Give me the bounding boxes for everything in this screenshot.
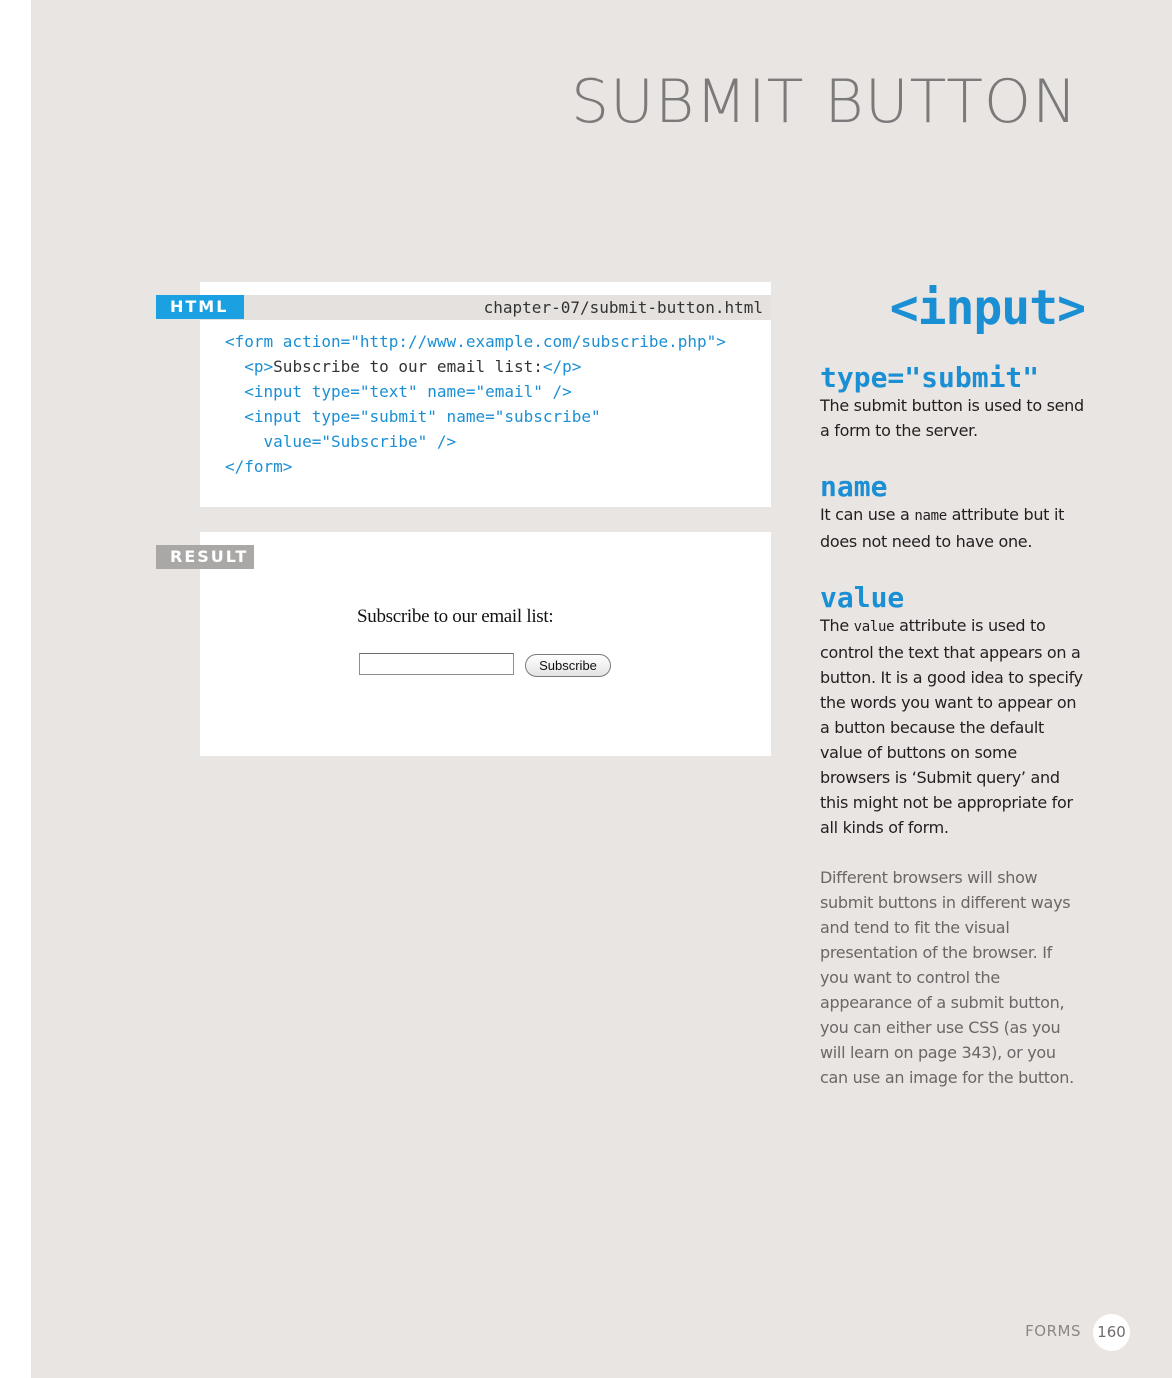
attribute-value-heading: value [820, 581, 905, 614]
page-number-badge: 160 [1093, 1314, 1130, 1351]
code-line: <form action="http://www.example.com/subscribe.php"> [225, 332, 726, 351]
page-title: SUBMIT BUTTON [570, 67, 1078, 137]
code-line: <input type="text" name="email" /> [225, 382, 572, 401]
subscribe-button[interactable]: Subscribe [525, 654, 611, 677]
browser-note: Different browsers will show submit buttons in different ways and tend to fit the visual presentation of the browser. If you want to control the appearance of a submit button, you can either use CSS (as you will learn on page 343), or you can use an image for the button. [820, 868, 1074, 1087]
page [31, 0, 1172, 1378]
code-panel [200, 282, 771, 507]
html-tag: HTML [156, 295, 244, 319]
attribute-name-heading: name [820, 470, 888, 503]
attribute-name-description: It can use a name attribute but it does not need to have one. [820, 505, 1065, 551]
code-filename: chapter-07/submit-button.html [483, 298, 763, 317]
email-input[interactable] [359, 653, 514, 675]
element-heading: <input> [889, 280, 1085, 336]
code-line: <input type="submit" name="subscribe" [225, 407, 601, 426]
code-line: <p>Subscribe to our email list:</p> [225, 357, 582, 376]
attribute-value-description: The value attribute is used to control the text that appears on a button. It is a good idea to specify the words you want to appear on a button because the default value of buttons on some browsers is ‘Submit query’ and this might not be appropriate for all kinds of form. [820, 616, 1083, 837]
result-paragraph: Subscribe to our email list: [357, 606, 554, 627]
footer-section-label: FORMS [1025, 1322, 1081, 1340]
result-tag: RESULT [156, 545, 254, 569]
code-line: value="Subscribe" /> [225, 432, 457, 451]
result-panel [200, 532, 771, 756]
attribute-type-heading: type="submit" [820, 361, 1040, 394]
sidebar [820, 280, 1085, 1090]
code-line: </form> [225, 457, 293, 476]
code-header [200, 295, 771, 320]
attribute-type-description: The submit button is used to send a form to the server. [820, 396, 1084, 440]
code-block [225, 329, 726, 479]
